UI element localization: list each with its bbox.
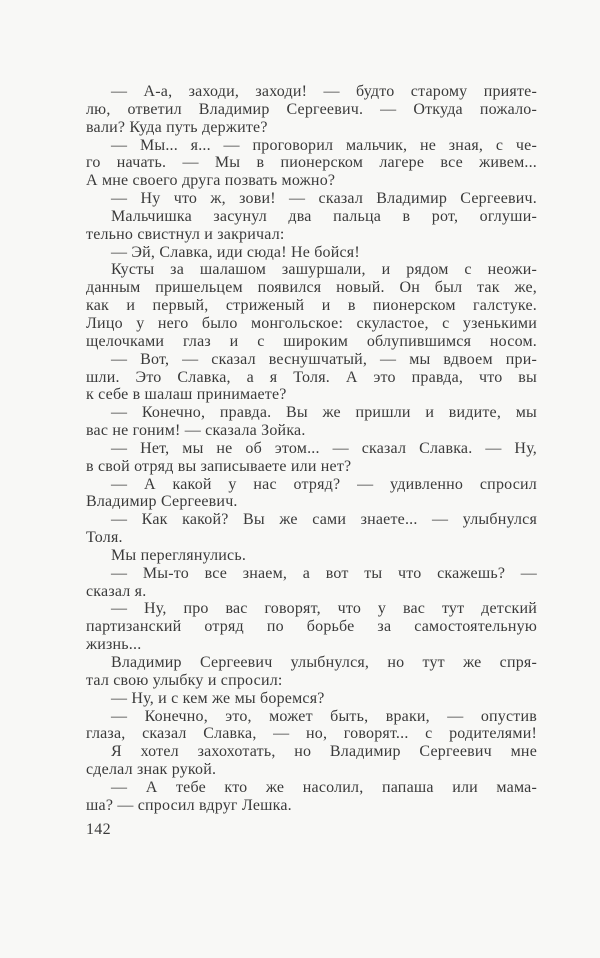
page-body xyxy=(86,83,537,815)
text-line: — Ну что ж, зови! — сказал Владимир Сергеевич. xyxy=(111,190,537,208)
text-line: тельно свистнул и закричал: xyxy=(86,225,285,243)
paragraph xyxy=(86,547,537,565)
paragraph xyxy=(86,190,537,208)
paragraph xyxy=(86,476,537,512)
text-line: — А тебе кто же насолил, папаша или мама- xyxy=(111,778,537,796)
paragraph xyxy=(86,565,537,601)
text-line: — Конечно, это, может быть, враки, — опустив xyxy=(111,707,537,725)
paragraph xyxy=(86,261,537,350)
text-line: шли. Это Славка, а я Толя. А это правда, что вы xyxy=(86,368,537,386)
paragraph xyxy=(86,351,537,405)
text-line: сказал я. xyxy=(86,582,147,600)
text-line: — Вот, — сказал веснушчатый, — мы вдвоем при- xyxy=(111,350,537,368)
paragraph xyxy=(86,83,537,137)
text-line: Мы переглянулись. xyxy=(111,546,247,564)
text-line: щелочками глаз и с широким облупившимся носом. xyxy=(86,332,537,350)
text-line: А мне своего друга позвать можно? xyxy=(86,172,336,190)
text-line: вас не гоним! — сказала Зойка. xyxy=(86,422,306,440)
text-line: Владимир Сергеевич улыбнулся, но тут же спря- xyxy=(111,654,537,671)
text-line: ша? — спросил вдруг Лешка. xyxy=(86,796,292,814)
paragraph xyxy=(86,690,537,708)
paragraph xyxy=(86,440,537,476)
paragraph xyxy=(86,600,537,654)
text-line: — Мы... я... — проговорил мальчик, не зная, с че- xyxy=(111,136,537,154)
text-line: — А какой у нас отряд? — удивленно спросил xyxy=(111,475,537,493)
text-line: — А-а, заходи, заходи! — будто старому прияте- xyxy=(111,83,537,100)
text-line: вали? Куда путь держите? xyxy=(86,118,268,136)
text-line: Кусты за шалашом зашуршали, и рядом с неожи- xyxy=(111,261,537,279)
text-line: партизанский отряд по борьбе за самостоятельную xyxy=(86,618,537,636)
text-line: в свой отряд вы записываете или нет? xyxy=(86,457,352,475)
paragraph xyxy=(86,779,537,815)
paragraph xyxy=(86,511,537,547)
text-line: глаза, сказал Славка, — но, говорят... с родителями! xyxy=(86,725,537,743)
paragraph xyxy=(86,208,537,244)
text-line: Мальчишка засунул два пальца в рот, оглуши- xyxy=(111,207,537,225)
text-line: данным пришельцем появился новый. Он был так же, xyxy=(86,279,537,297)
text-line: Лицо у него было монгольское: скуластое, с узенькими xyxy=(86,314,537,332)
text-line: лю, ответил Владимир Сергеевич. — Откуда пожало- xyxy=(86,100,537,118)
paragraph xyxy=(86,137,537,191)
text-line: — Конечно, правда. Вы же пришли и видите, мы xyxy=(111,404,537,422)
paragraph xyxy=(86,708,537,744)
text-line: Владимир Сергеевич. xyxy=(86,493,238,511)
text-line: — Эй, Славка, иди сюда! Не бойся! xyxy=(111,243,360,261)
text-line: — Ну, и с кем же мы боремся? xyxy=(111,689,325,707)
text-line: Я хотел захохотать, но Владимир Сергеевич мне xyxy=(111,743,537,761)
text-line: го начать. — Мы в пионерском лагере все живем... xyxy=(86,154,537,172)
paragraph xyxy=(86,654,537,690)
text-line: Толя. xyxy=(86,529,123,547)
text-line: — Как какой? Вы же сами знаете... — улыбнулся xyxy=(111,511,537,529)
text-line: жизнь... xyxy=(86,636,142,654)
text-line: как и первый, стриженый и в пионерском галстуке. xyxy=(86,297,537,315)
page-number: 142 xyxy=(86,821,111,838)
text-line: — Нет, мы не об этом... — сказал Славка. — Ну, xyxy=(111,439,537,457)
text-line: — Мы-то все знаем, а вот ты что скажешь? — xyxy=(111,564,537,582)
text-line: — Ну, про вас говорят, что у вас тут детский xyxy=(111,600,537,618)
paragraph xyxy=(86,244,537,262)
paragraph xyxy=(86,743,537,779)
text-line: тал свою улыбку и спросил: xyxy=(86,671,283,689)
text-line: сделал знак рукой. xyxy=(86,761,217,779)
paragraph xyxy=(86,404,537,440)
text-line: к себе в шалаш принимаете? xyxy=(86,386,287,404)
